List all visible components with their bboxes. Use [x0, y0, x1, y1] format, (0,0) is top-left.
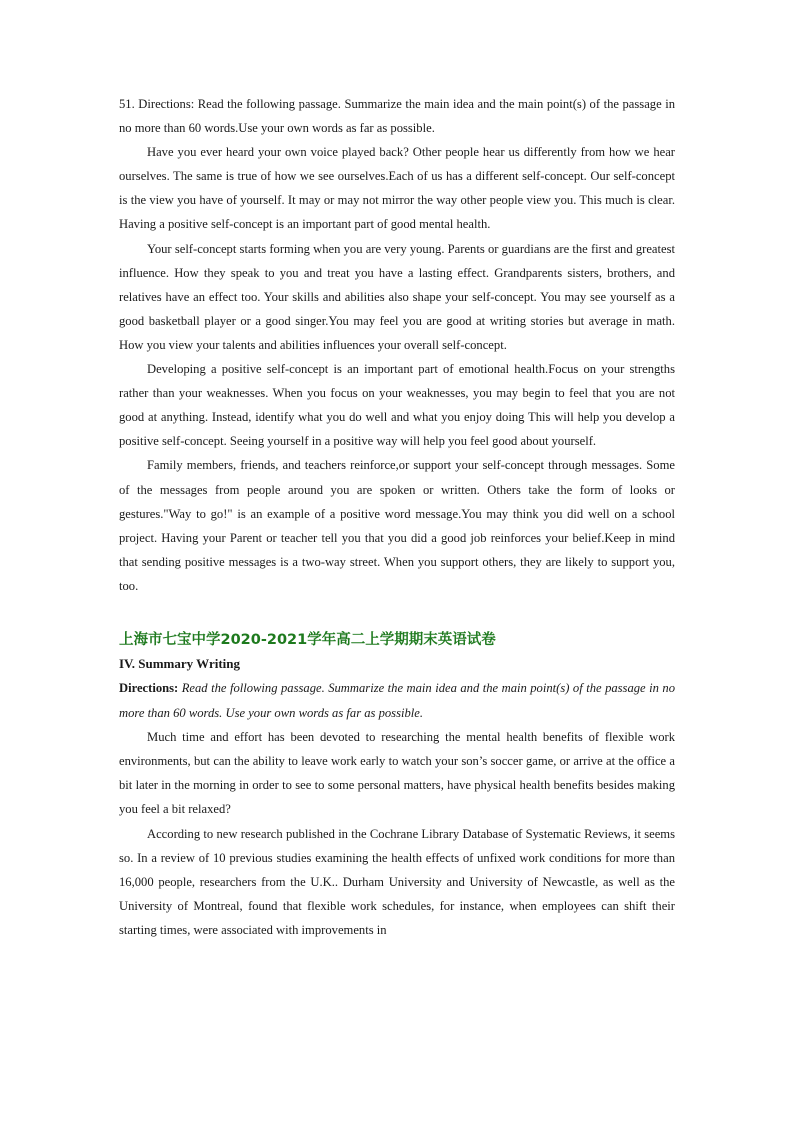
passage-paragraph: Have you ever heard your own voice played back? Other people hear us differently from how we hear ourselves. The same is true of how we see ourselves.Each of us has a different self-concept. Our self-concept is the view you have of yourself. It may or may not mirror the way other people view you. This much is clear. Having a positive self-concept is an important part of good mental health.: [119, 145, 675, 232]
directions-label: Directions:: [119, 681, 179, 696]
passage-paragraph: Family members, friends, and teachers reinforce,or support your self-concept through messages. Some of the messages from people around you are spoken or written. Others take the form of looks or gestures."Way to go!" is an example of a positive word message.You may think you did well on a school project. Having your Parent or teacher tell you that you did a good job reinforces your belief.Keep in mind that sending positive messages is a two-way street. When you support others, they are likely to support you, too.: [119, 458, 675, 593]
section-spacer: [119, 598, 675, 628]
passage-paragraph: Your self-concept starts forming when you are very young. Parents or guardians are the first and greatest influence. How they speak to you and treat you have a lasting effect. Grandparents sisters, brothers, and relatives have an effect too. Your skills and abilities also shape your self-concept. You may see yourself as a good basketball player or a good singer.You may feel you are good at writing stories but average in math. How you view your talents and abilities influences your overall self-concept.: [119, 241, 675, 352]
part-heading: IV. Summary Writing: [119, 656, 240, 672]
source-title: 上海市七宝中学2020-2021学年高二上学期期末英语试卷: [119, 631, 496, 648]
passage-paragraph: Developing a positive self-concept is an important part of emotional health.Focus on your strengths rather than your weaknesses. When you focus on your weaknesses, you may begin to feel that you are not good at anything. Instead, identify what you do well and what you enjoy doing This will help you develop a positive self-concept. Seeing yourself in a positive way will help you feel good about yourself.: [119, 362, 675, 449]
source-directions: [119, 676, 675, 724]
question-51: [119, 92, 675, 598]
directions-text: Read the following passage. Summarize the main idea and the main point(s) of the passage in no more than 60 words. Use your own words as far as possible.: [119, 681, 675, 720]
source-paragraph: According to new research published in the Cochrane Library Database of Systematic Reviews, it seems so. In a review of 10 previous studies examining the health effects of unfixed work conditions for more than 16,000 people, researchers from the U.K.. Durham University and University of Newcastle, as well as the University of Montreal, found that flexible work schedules, for instance, when employees can shift their starting times, were associated with improvements in: [119, 826, 675, 938]
question-directions: 51. Directions: Read the following passage. Summarize the main idea and the main point(s) of the passage in no more than 60 words.Use your own words as far as possible.: [119, 97, 675, 136]
document-page: [119, 92, 675, 943]
source-paragraph: Much time and effort has been devoted to researching the mental health benefits of flexible work environments, but can the ability to leave work early to watch your son’s soccer game, or arrive at the office a bit later in the morning in order to see to some personal matters, have physical health benefits besides making you feel a bit relaxed?: [119, 729, 675, 817]
source-section: [119, 628, 675, 943]
